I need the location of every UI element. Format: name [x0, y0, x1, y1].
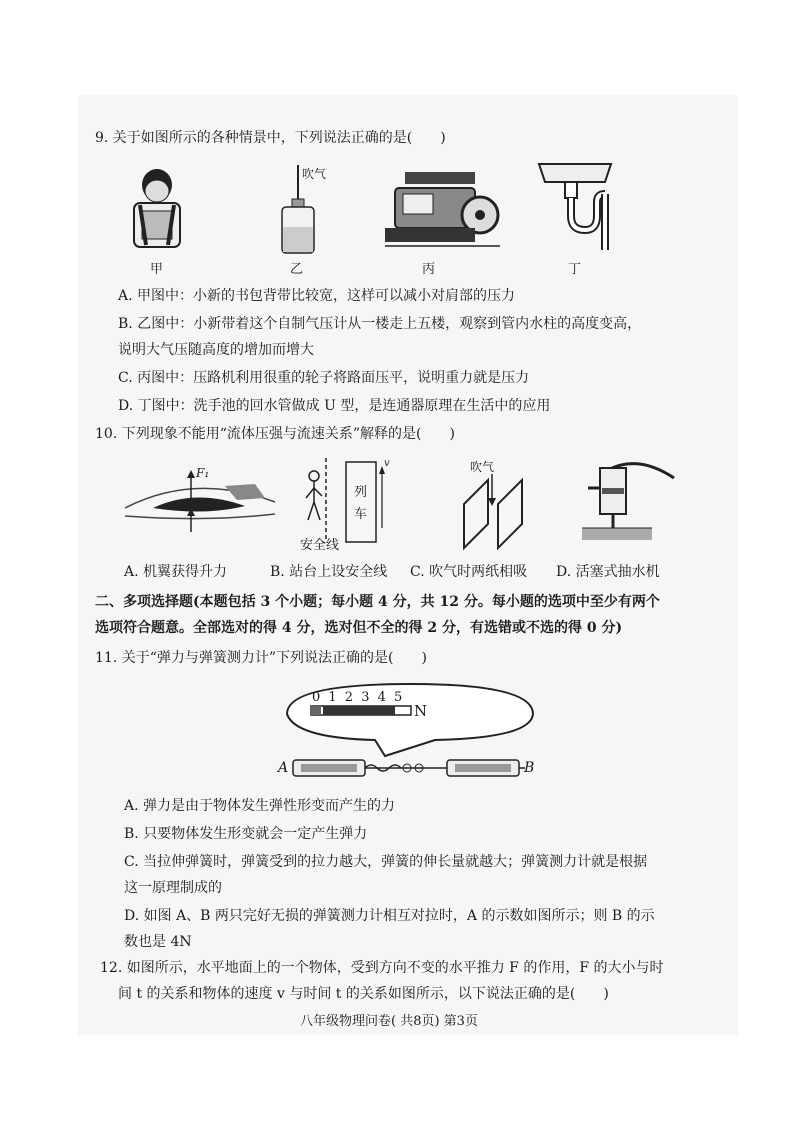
safety-line-figure: [302, 458, 384, 542]
q10-option-c: C. 吹气时两纸相吸: [410, 564, 528, 580]
q9-option-d: D. 丁图中：洗手池的回水管做成 U 型，是连通器原理在生活中的应用: [118, 398, 551, 414]
q11-option-d: D. 如图 A、B 两只完好无损的弹簧测力计相互对拉时，A 的示数如图所示；则 B 的示: [124, 908, 655, 924]
label-a: A: [278, 760, 289, 776]
backpack-student-figure: [122, 165, 192, 255]
q12-stem-line2: 间 t 的关系和物体的速度 v 与时间 t 的关系如图所示，以下说法正确的是( ): [118, 986, 609, 1002]
blow-label-q10: 吹气: [470, 460, 495, 474]
force-label-f1: F₁: [196, 466, 210, 480]
fig-label-yi: 乙: [290, 262, 304, 277]
q11-option-a: A. 弹力是由于物体发生弹性形变而产生的力: [124, 798, 396, 814]
q9-option-b: B. 乙图中：小新带着这个自制气压计从一楼走上五楼，观察到管内水柱的高度变高，: [118, 316, 642, 332]
section2-heading-line2: 选项符合题意。全部选对的得 4 分，选对但不全的得 2 分，有选错或不选的得 0 分): [95, 620, 623, 636]
q11-option-c: C. 当拉伸弹簧时，弹簧受到的拉力越大，弹簧的伸长量就越大；弹簧测力计就是根据: [124, 854, 648, 870]
q10-stem: 10. 下列现象不能用“流体压强与流速关系”解释的是( ): [95, 426, 455, 442]
velocity-label: v: [384, 458, 390, 469]
q11-option-c-cont: 这一原理制成的: [124, 880, 222, 896]
train-label: 列车: [354, 485, 368, 522]
q12-stem-line1: 12. 如图所示，水平地面上的一个物体，受到方向不变的水平推力 F 的作用，F 的大小与时: [100, 960, 664, 976]
fig-label-ding: 丁: [568, 262, 582, 277]
two-papers-figure: [458, 474, 538, 548]
scale-numbers: 0 1 2 3 4 5: [312, 690, 405, 705]
fig-label-bing: 丙: [422, 262, 436, 277]
scale-unit: N: [414, 702, 428, 720]
q10-option-a: A. 机翼获得升力: [124, 564, 228, 580]
q11-stem: 11. 关于“弹力与弹簧测力计”下列说法正确的是( ): [95, 650, 427, 666]
q11-option-d-cont: 数也是 4N: [124, 934, 192, 950]
q11-option-b: B. 只要物体发生形变就会一定产生弹力: [124, 826, 368, 842]
section2-heading-line1: 二、多项选择题(本题包括 3 个小题；每小题 4 分，共 12 分。每小题的选项中至少有两个: [95, 594, 660, 610]
q9-stem: 9. 关于如图所示的各种情景中，下列说法正确的是( ): [95, 130, 446, 146]
q9-option-c: C. 丙图中：压路机利用很重的轮子将路面压平，说明重力就是压力: [118, 370, 530, 386]
label-b: B: [524, 760, 535, 776]
safety-line-label: 安全线: [300, 538, 340, 553]
q9-option-a: A. 甲图中：小新的书包背带比较宽，这样可以减小对肩部的压力: [118, 288, 516, 304]
blow-label-q9: 吹气: [302, 167, 327, 181]
q10-option-d: D. 活塞式抽水机: [556, 564, 660, 580]
sink-u-pipe-figure: [535, 160, 615, 255]
page-footer: 八年级物理问卷( 共8页) 第3页: [300, 1014, 478, 1029]
piston-pump-figure: [578, 458, 678, 542]
q9-option-b-cont: 说明大气压随高度的增加而增大: [118, 342, 314, 358]
fig-label-jia: 甲: [150, 262, 164, 277]
road-roller-figure: [385, 170, 500, 250]
q10-option-b: B. 站台上设安全线: [270, 564, 388, 580]
